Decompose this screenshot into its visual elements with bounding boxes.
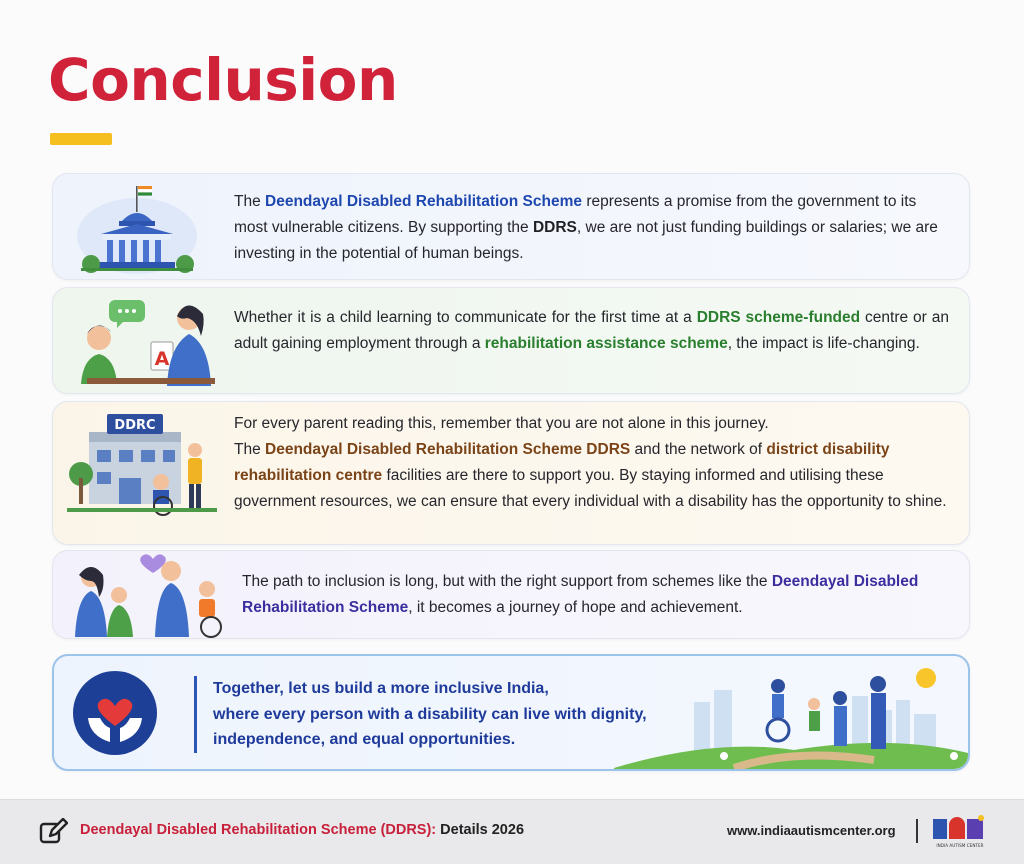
final-message [194,676,647,753]
text-run: The path to inclusion is long, but with the right support from schemes like the [242,573,772,590]
card-text [234,305,949,357]
highlighted-term: Deendayal Disabled Rehabilitation Scheme [242,573,919,616]
footer [0,799,1024,864]
final-line: where every person with a disability can live with dignity, [213,705,647,723]
highlighted-term: DDRS scheme-funded [696,309,861,326]
highlighted-term: district disability rehabilitation centre [234,441,890,484]
card-promise [52,173,970,280]
page-title: Conclusion [48,46,398,114]
text-run: For every parent reading this, remember that you are not alone in this journey. [234,415,769,432]
text-run: centre or an adult gaining employment through a [234,309,949,352]
building-sign-label: DDRC [114,418,156,433]
text-run: , it becomes a journey of hope and achievement. [408,599,743,616]
highlighted-term: rehabilitation assistance scheme [484,335,728,352]
government-building-icon [67,180,207,276]
card-final-message [52,654,970,771]
edit-icon [38,818,68,846]
flashcard-letter: A [154,348,170,370]
inclusion-scene-icon [614,656,970,771]
footer-title-suffix: Details 2026 [436,822,525,838]
card-path [52,550,970,639]
card-impact [52,287,970,394]
highlighted-term: Deendayal Disabled Rehabilitation Scheme DDRS [265,441,631,458]
text-run: represents a promise from the government to its most vulnerable citizens. By supporting the [234,193,917,236]
website-link[interactable]: www.indiaautismcenter.org [727,823,896,838]
card-parents [52,401,970,545]
family-icon [67,551,237,639]
highlighted-term: Deendayal Disabled Rehabilitation Scheme [265,193,583,210]
india-autism-center-logo [931,813,989,849]
text-run: facilities are there to support you. By staying informed and utilising these government resources, we can ensure that every individual with a disability has the opportunity to shine. [234,467,947,510]
logo-caption: INDIA AUTISM CENTER [936,843,984,848]
text-run: , the impact is life-changing. [727,335,920,352]
heart-hands-icon [70,668,160,758]
final-line: Together, let us build a more inclusive India, [213,680,549,697]
footer-title-main: Deendayal Disabled Rehabilitation Scheme (DDRS): [80,822,437,838]
text-run: The [234,193,266,210]
rehabilitation-centre-icon [67,412,217,516]
text-run: , we are not just funding buildings or salaries; we are investing in the potential of human beings. [234,219,938,262]
text-run: Whether it is a child learning to communicate for the first time at a [234,309,697,326]
footer-divider [916,819,918,843]
card-text [234,411,949,515]
footer-title [80,822,524,838]
highlighted-term: DDRS [532,219,577,236]
child-learning-icon [67,294,217,390]
text-run: and the network of [630,441,767,458]
text-run: The [234,441,266,458]
title-underline [50,133,112,145]
final-line: independence, and equal opportunities. [213,731,516,748]
card-text [234,189,949,267]
card-text [242,569,942,621]
